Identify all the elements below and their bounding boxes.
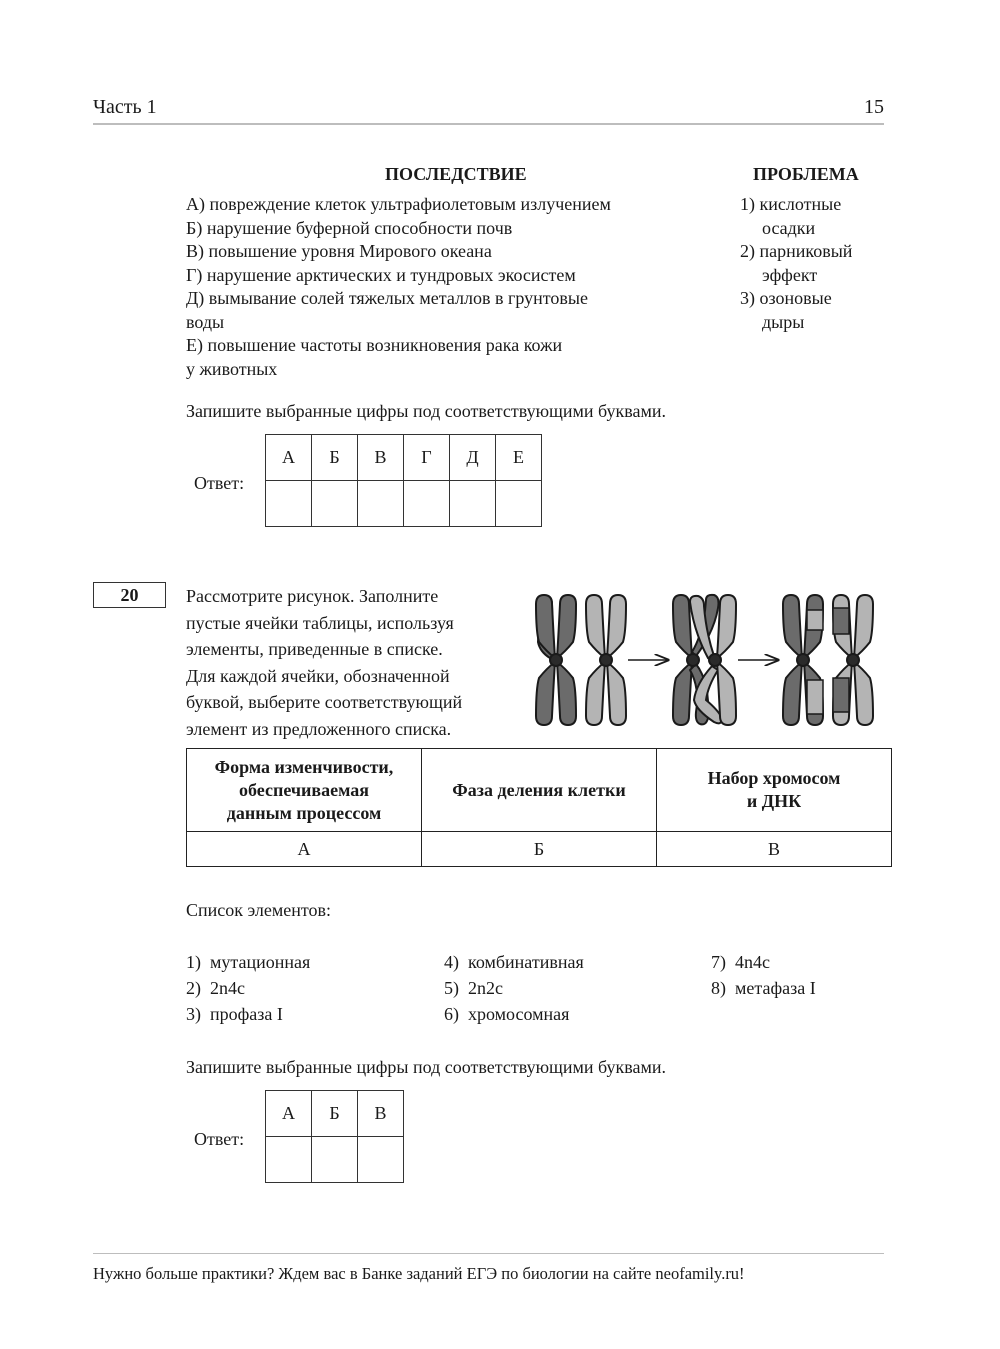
crossing-over-figure — [530, 592, 890, 728]
answer-cell[interactable] — [450, 481, 496, 527]
header-line: обеспечиваемая — [239, 779, 369, 800]
problem-item: 1) кислотные — [740, 194, 842, 214]
consequence-item: Е) повышение частоты возникновения рака кожи — [186, 335, 563, 355]
list-item — [711, 978, 816, 999]
item-number: 5) — [444, 978, 459, 998]
problem-item: 3) озоновые — [740, 288, 832, 308]
item-text: профаза I — [210, 1004, 283, 1024]
prompt-line: буквой, выберите соответствующий — [186, 692, 463, 712]
light-chromosome-icon — [586, 595, 626, 725]
answer-letter: В — [358, 1091, 404, 1137]
list-item — [444, 978, 503, 999]
table-cell-b: Б — [422, 832, 657, 867]
answer-letter: Б — [312, 1091, 358, 1137]
footer-text: Нужно больше практики? Ждем вас в Банке заданий ЕГЭ по биологии на сайте neofamily.ru! — [93, 1264, 745, 1283]
problem-item: эффект — [762, 264, 818, 285]
answer-letter: А — [266, 1091, 312, 1137]
prompt-line: элементы, приведенные в списке. — [186, 639, 443, 659]
prompt-line: элемент из предложенного списка. — [186, 718, 452, 739]
answer-letter: А — [266, 435, 312, 481]
header-line: данным процессом — [226, 802, 382, 823]
table-cell-a: А — [187, 832, 422, 867]
problem-item: осадки — [762, 217, 816, 238]
task-number: 20 — [93, 582, 166, 608]
list-item — [186, 978, 245, 999]
header-line: Набор хромосом — [707, 768, 841, 788]
header-chromosome-set — [657, 749, 892, 832]
problem-column-title: ПРОБЛЕМА — [753, 164, 859, 184]
list-title: Список элементов: — [186, 900, 332, 920]
problem-list — [740, 193, 852, 334]
task19-instruction: Запишите выбранные цифры под соответствующими буквами. — [186, 401, 667, 421]
answer-label: Ответ: — [194, 1129, 245, 1149]
consequence-item: Г) нарушение арктических и тундровых экосистем — [186, 264, 576, 285]
item-text: хромосомная — [468, 1004, 570, 1024]
answer-letter: Б — [312, 435, 358, 481]
list-item — [186, 952, 310, 973]
task20-prompt — [186, 583, 526, 742]
answer-cell[interactable] — [358, 1137, 404, 1183]
list-item — [444, 952, 584, 973]
answer-label: Ответ: — [194, 473, 245, 493]
item-number: 2) — [186, 978, 201, 998]
answer-letter: В — [358, 435, 404, 481]
section-title: Часть 1 — [93, 96, 157, 118]
answer-letter: Д — [450, 435, 496, 481]
page-number: 15 — [864, 96, 884, 118]
consequence-item: В) повышение уровня Мирового океана — [186, 241, 492, 261]
answer-cell[interactable] — [496, 481, 542, 527]
item-text: мутационная — [210, 952, 311, 972]
item-text: 2n4c — [210, 978, 245, 998]
answer-cell[interactable] — [312, 481, 358, 527]
consequence-item: у животных — [186, 358, 278, 379]
answer-cell[interactable] — [358, 481, 404, 527]
item-number: 3) — [186, 1004, 201, 1024]
prompt-line: пустые ячейки таблицы, используя — [186, 612, 454, 633]
task20-instruction: Запишите выбранные цифры под соответствующими буквами. — [186, 1057, 667, 1077]
item-number: 6) — [444, 1004, 459, 1024]
item-number: 4) — [444, 952, 459, 972]
consequence-list — [186, 193, 611, 381]
item-number: 8) — [711, 978, 726, 998]
answer-cell[interactable] — [266, 1137, 312, 1183]
recombinant-chromosomes-icon — [783, 595, 873, 725]
header-variability-form — [187, 749, 422, 832]
consequence-item: Д) вымывание солей тяжелых металлов в грунтовые — [186, 288, 588, 308]
footer-divider — [93, 1253, 884, 1254]
answer-letter: Е — [496, 435, 542, 481]
task19-answer-table — [265, 434, 542, 527]
list-item — [444, 1004, 569, 1025]
item-text: комбинативная — [468, 952, 584, 972]
consequence-item: Б) нарушение буферной способности почв — [186, 217, 513, 238]
prompt-line: Рассмотрите рисунок. Заполните — [186, 586, 439, 606]
header-line: и ДНК — [746, 791, 802, 811]
problem-item: 2) парниковый — [740, 241, 853, 261]
crossing-chromosomes-icon — [673, 595, 736, 725]
answer-cell[interactable] — [312, 1137, 358, 1183]
answer-letter: Г — [404, 435, 450, 481]
header-divider — [93, 123, 884, 125]
list-item — [711, 952, 770, 973]
consequence-column-title: ПОСЛЕДСТВИЕ — [385, 164, 527, 184]
answer-cell[interactable] — [266, 481, 312, 527]
problem-item: дыры — [762, 311, 805, 332]
header-line: Форма изменчивости, — [214, 756, 394, 777]
consequence-item: воды — [186, 311, 225, 332]
item-number: 7) — [711, 952, 726, 972]
consequence-item: А) повреждение клеток ультрафиолетовым излучением — [186, 194, 611, 214]
header-division-phase — [422, 749, 657, 832]
item-number: 1) — [186, 952, 201, 972]
header-line: Фаза деления клетки — [452, 779, 626, 800]
item-text: 2n2c — [468, 978, 503, 998]
prompt-line: Для каждой ячейки, обозначенной — [186, 665, 450, 686]
dark-chromosome-icon — [536, 595, 576, 725]
task20-table — [186, 748, 892, 867]
answer-cell[interactable] — [404, 481, 450, 527]
table-cell-v: В — [657, 832, 892, 867]
list-item — [186, 1004, 283, 1025]
item-text: 4n4c — [735, 952, 770, 972]
item-text: метафаза I — [735, 978, 816, 998]
task20-answer-table — [265, 1090, 404, 1183]
